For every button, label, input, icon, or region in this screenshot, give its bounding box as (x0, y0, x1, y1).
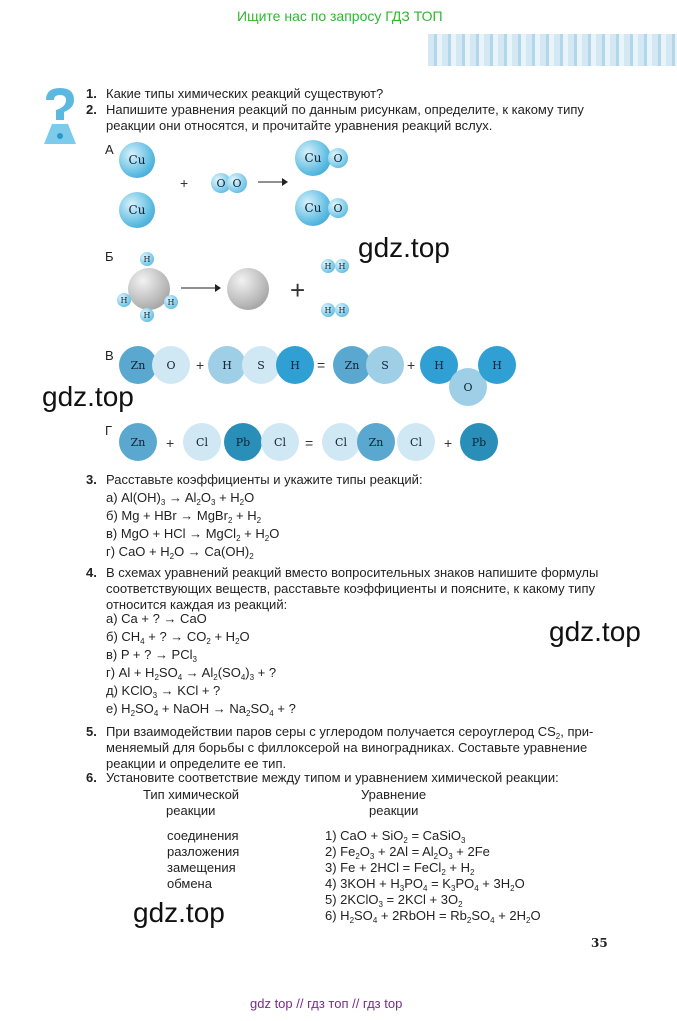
atom-h: H (335, 259, 349, 273)
question-flask-icon (40, 86, 80, 148)
q6-reaction-types (167, 828, 239, 892)
atom-zn: Zn (119, 423, 157, 461)
arrow-icon (258, 177, 288, 187)
question-6: 6. Установите соответствие между типом и уравнением химической реакции: (86, 770, 559, 785)
question-4: 4. В схемах уравнений реакций вместо вопросительных знаков напишите формулы соответствующих веществ, расставьте коэффициенты и поясните, к какому типу относится каждая из реакций: (86, 565, 599, 612)
plus-sign: + (407, 357, 416, 373)
watermark: gdz.top (549, 616, 641, 647)
atom-zn: Zn (333, 346, 371, 384)
equation-g: г) $Al + H_2SO_4 \to Al_2(SO_4)_3$ + ? (106, 665, 277, 682)
q4-equations (106, 610, 296, 718)
equation-1: 1) CaO + SiO$_2$ = CaSiO$_3$ (325, 828, 466, 845)
atom-h: H (478, 346, 516, 384)
atom-cl: Cl (397, 423, 435, 461)
atom-o: O (328, 148, 348, 168)
watermark: gdz.top (358, 232, 450, 263)
atom-h: H (140, 308, 154, 322)
atom-central (227, 268, 269, 310)
atom-o: O (449, 368, 487, 406)
atom-o: O (211, 173, 231, 193)
equation-v: в) MgO + HCl → MgCl$_2$ + $H_2O$ (106, 526, 280, 543)
plus-sign: + (290, 275, 306, 305)
question-5: 5. При взаимодействии паров серы с углеродом получается сероуглерод $CS_2$, при- меняемый для борьбы с филлоксерой на виноградниках. Составьте уравнение реакции и определите ее тип. (86, 724, 594, 771)
equation-d: д) KClO$_3$ → KCl + ? (106, 683, 221, 700)
figure-v-label: В (105, 348, 114, 363)
plus-sign: + (166, 435, 175, 451)
atom-h: H (276, 346, 314, 384)
figure-g-label: Г (105, 423, 113, 438)
equation-3: 3) Fe + 2HCl = FeCl$_2$ + $H_2$ (325, 860, 475, 877)
arrow-icon (181, 283, 221, 293)
atom-h: H (321, 303, 335, 317)
atom-s: S (366, 346, 404, 384)
equation-g: г) CaO + $H_2O \to Ca(OH)_2$ (106, 544, 254, 561)
equation-4: 4) $3KOH + H_3PO_4 = K_3PO_4 + 3H_2O$ (325, 876, 525, 893)
atom-cl: Cl (261, 423, 299, 461)
atom-h: H (420, 346, 458, 384)
atom-h: H (208, 346, 246, 384)
equation-a: а) $Al(OH)_3 \to Al_2O_3 + H_2O$ (106, 490, 255, 507)
figure-a-label: А (105, 142, 114, 157)
equation-5: 5) 2KClO$_3$ = $2KCl + 3O_2$ (325, 892, 463, 909)
atom-cu: Cu (119, 142, 155, 178)
atom-h: H (321, 259, 335, 273)
reaction-type: замещения (167, 860, 236, 875)
atom-cl: Cl (322, 423, 360, 461)
atom-o: O (152, 346, 190, 384)
header-search-link[interactable]: Ищите нас по запросу ГДЗ ТОП (237, 8, 443, 24)
atom-pb: Pb (460, 423, 498, 461)
atom-zn: Zn (357, 423, 395, 461)
equation-b: б) $CH_4$ + ? → $CO_2 + H_2O$ (106, 629, 250, 646)
equation-b: б) Mg + HBr → MgBr$_2$ + $H_2$ (106, 508, 262, 525)
q6-equations (325, 828, 541, 924)
equals-sign: = (317, 357, 326, 373)
atom-cu: Cu (119, 192, 155, 228)
q6-col2-header: Уравнение реакции (361, 787, 427, 818)
q6-col1-header: Тип химической реакции (143, 787, 240, 818)
atom-zn: Zn (119, 346, 157, 384)
equation-a: а) Ca + ? → CaO (106, 611, 207, 626)
atom-cl: Cl (183, 423, 221, 461)
footer-links[interactable]: gdz top // гдз топ // гдз top (250, 996, 403, 1011)
question-2: 2. Напишите уравнения реакций по данным рисункам, определите, к какому типу реакции они относятся, и прочитайте уравнения реакций вслух. (86, 102, 584, 133)
atom-cu: Cu (295, 190, 331, 226)
equation-2: 2) $Fe_2O_3 + 2Al = Al_2O_3 + 2Fe$ (325, 844, 490, 861)
atom-h: H (140, 252, 154, 266)
equation-6: 6) $H_2SO_4$ + 2RbOH = $Rb_2SO_4 + 2H_2O$ (325, 908, 541, 925)
reaction-type: соединения (167, 828, 239, 843)
equation-e: е) $H_2SO_4$ + NaOH → $Na_2SO_4$ + ? (106, 701, 296, 718)
atom-o: O (227, 173, 247, 193)
plus-sign: + (196, 357, 205, 373)
atom-h: H (117, 293, 131, 307)
plus-sign: + (180, 175, 189, 191)
watermark: gdz.top (42, 381, 134, 412)
reaction-type: разложения (167, 844, 240, 859)
equals-sign: = (305, 435, 314, 451)
atom-o: O (328, 198, 348, 218)
atom-h: H (335, 303, 349, 317)
q3-equations (106, 489, 279, 561)
equation-v: в) P + ? → PCl$_3$ (106, 647, 197, 664)
atom-s: S (242, 346, 280, 384)
atom-h: H (164, 295, 178, 309)
header-banner-image (428, 34, 677, 66)
figure-b-label: Б (105, 249, 114, 264)
reaction-type: обмена (167, 876, 212, 891)
watermark: gdz.top (133, 897, 225, 928)
question-1: 1. Какие типы химических реакций существуют? (86, 86, 384, 101)
plus-sign: + (444, 435, 453, 451)
atom-cu: Cu (295, 140, 331, 176)
question-3: 3. Расставьте коэффициенты и укажите типы реакций: (86, 472, 423, 487)
atom-pb: Pb (224, 423, 262, 461)
page-number: 35 (591, 936, 608, 950)
